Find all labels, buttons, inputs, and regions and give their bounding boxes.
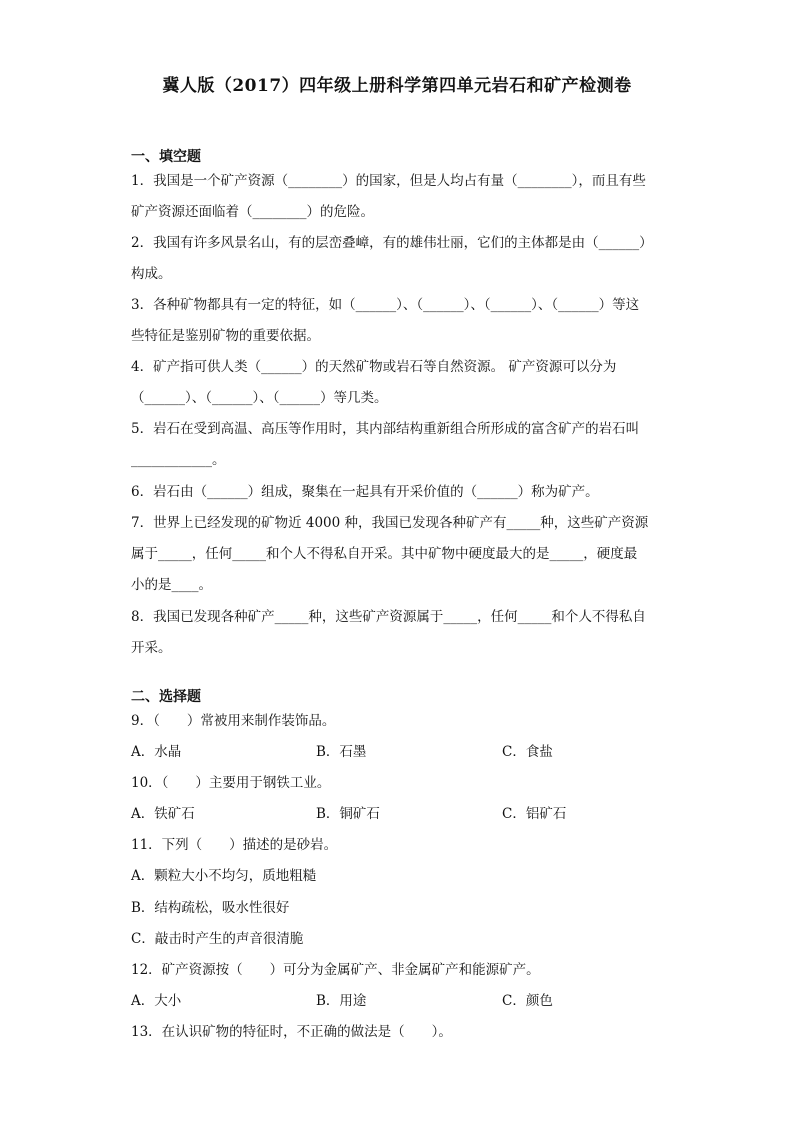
question-line: 5．岩石在受到高温、高压等作用时，其内部结构重新组合所形成的富含矿产的岩石叫 (131, 421, 640, 437)
option-b: B．石墨 (316, 744, 367, 760)
question-line: 7．世界上已经发现的矿物近 4000 种，我国已发现各种矿产有_____种，这些矿产资源 (131, 515, 649, 531)
question-line: 属于_____，任何_____和个人不得私自开采。其中矿物中硬度最大的是_____，硬度最 (131, 546, 638, 562)
option-b: B．用途 (316, 993, 367, 1009)
question-line: 4．矿产指可供人类（______）的天然矿物或岩石等自然资源。 矿产资源可以分为 (131, 359, 617, 375)
option-b: B．结构疏松，吸水性很好 (131, 900, 290, 916)
question-line: 8．我国已发现各种矿产_____种，这些矿产资源属于_____，任何_____和个人不得私自 (131, 609, 646, 625)
question-11: 11．下列（ ）描述的是砂岩。 (131, 837, 338, 853)
question-line: 6．岩石由（______）组成，聚集在一起具有开采价值的（______）称为矿产。 (131, 484, 599, 500)
question-line: 3．各种矿物都具有一定的特征，如（______）、（______）、（______）、（______）等这 (131, 297, 640, 313)
option-c: C．食盐 (502, 744, 553, 760)
question-line: 矿产资源还面临着（________）的危险。 (131, 204, 374, 220)
question-13: 13．在认识矿物的特征时，不正确的做法是（ ）。 (131, 1024, 452, 1040)
option-b: B．铜矿石 (316, 806, 380, 822)
question-10: 10．（ ）主要用于钢铁工业。 (131, 775, 331, 791)
question-line: 些特征是鉴别矿物的重要依据。 (131, 328, 320, 344)
option-c: C．敲击时产生的声音很清脆 (131, 931, 304, 947)
section-heading-choice: 二、选择题 (131, 689, 201, 705)
section-heading-fill: 一、填空题 (131, 149, 201, 165)
question-line: 构成。 (131, 266, 172, 282)
option-c: C．铝矿石 (502, 806, 567, 822)
option-c: C．颜色 (502, 993, 553, 1009)
question-line: （______）、（______）、（______）等几类。 (131, 390, 388, 406)
question-line: ____________。 (131, 452, 226, 468)
option-a: A．铁矿石 (131, 806, 195, 822)
option-a: A．水晶 (131, 744, 182, 760)
question-line: 开采。 (131, 640, 172, 656)
option-a: A．颗粒大小不均匀，质地粗糙 (131, 868, 317, 884)
question-line: 小的是____。 (131, 577, 212, 593)
question-line: 2．我国有许多风景名山，有的层峦叠嶂，有的雄伟壮丽，它们的主体都是由（______） (131, 235, 653, 251)
page-title: 冀人版（2017）四年级上册科学第四单元岩石和矿产检测卷 (162, 76, 632, 96)
question-9: 9．（ ）常被用来制作装饰品。 (131, 713, 336, 729)
question-line: 1．我国是一个矿产资源（________）的国家，但是人均占有量（________），而且有些 (131, 173, 646, 189)
option-a: A．大小 (131, 993, 182, 1009)
question-12: 12．矿产资源按（ ）可分为金属矿产、非金属矿产和能源矿产。 (131, 962, 540, 978)
